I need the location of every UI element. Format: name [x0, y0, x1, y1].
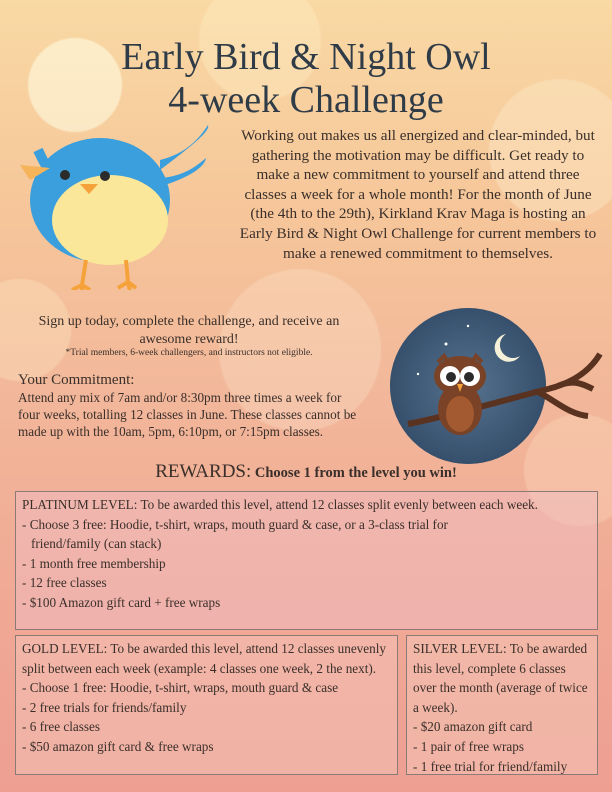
- silver-description: [413, 639, 591, 717]
- list-item: - Choose 1 free: Hoodie, t-shirt, wraps, mouth guard & case: [22, 678, 391, 698]
- owl-on-branch-illustration: [388, 304, 603, 469]
- platinum-description: [22, 495, 591, 515]
- list-item: - $20 amazon gift card: [413, 717, 591, 737]
- gold-desc: To be awarded this level, attend 12 classes unevenly split between each week (example: 4 classes one week, 2 the next).: [22, 641, 386, 676]
- silver-name: SILVER LEVEL:: [413, 641, 507, 656]
- list-item: - 1 free trial for friend/family: [413, 757, 591, 777]
- list-item: - 2 free trials for friends/family: [22, 698, 391, 718]
- platinum-level-box: [15, 491, 598, 630]
- title-line-1: Early Bird & Night Owl: [121, 36, 491, 78]
- bluebird-illustration: [10, 110, 210, 290]
- eligibility-note: *Trial members, 6-week challengers, and instructors not eligible.: [65, 348, 313, 358]
- title-line-2: 4-week Challenge: [168, 79, 444, 121]
- commitment-heading: Your Commitment:: [18, 372, 135, 388]
- platinum-name: PLATINUM LEVEL:: [22, 497, 138, 512]
- list-item: - 12 free classes: [22, 573, 591, 593]
- list-item-continued: [22, 534, 591, 554]
- silver-desc: To be awarded this level, complete 6 classes over the month (average of twice a week).: [413, 641, 588, 715]
- list-item: - Choose 3 free: Hoodie, t-shirt, wraps, mouth guard & case, or a 3-class trial for: [22, 515, 591, 535]
- signup-text: Sign up today, complete the challenge, and receive an awesome reward!: [38, 314, 340, 347]
- list-item: - $50 amazon gift card & free wraps: [22, 737, 391, 757]
- commitment-text: Attend any mix of 7am and/or 8:30pm three times a week for four weeks, totalling 12 classes in June. These classes cannot be made up with the 10am, 5pm, 6:10pm, or 7:15pm classes.: [18, 390, 357, 439]
- gold-description: [22, 639, 391, 678]
- list-item: - 1 month free membership: [22, 554, 591, 574]
- list-item: - $100 Amazon gift card + free wraps: [22, 593, 591, 613]
- rewards-subtitle: Choose 1 from the level you win!: [254, 465, 457, 481]
- list-item-continued-text: friend/family (can stack): [31, 536, 162, 552]
- gold-level-box: [15, 635, 398, 775]
- intro-paragraph: Working out makes us all energized and clear-minded, but gathering the motivation may be difficult. Get ready to make a new commitment to yourself and attend three classes a week for a whole month! For the month of June (the 4th to the 29th), Kirkland Krav Maga is hosting an Early Bird & Night Owl Challenge for current members to make a renewed commitment to themselves.: [239, 127, 597, 262]
- list-item: - 6 free classes: [22, 717, 391, 737]
- platinum-desc: To be awarded this level, attend 12 classes split evenly between each week.: [140, 497, 538, 512]
- rewards-label: REWARDS:: [155, 461, 252, 482]
- rewards-heading: [0, 461, 612, 483]
- gold-name: GOLD LEVEL:: [22, 641, 108, 656]
- list-item: - 1 pair of free wraps: [413, 737, 591, 757]
- silver-level-box: [406, 635, 598, 775]
